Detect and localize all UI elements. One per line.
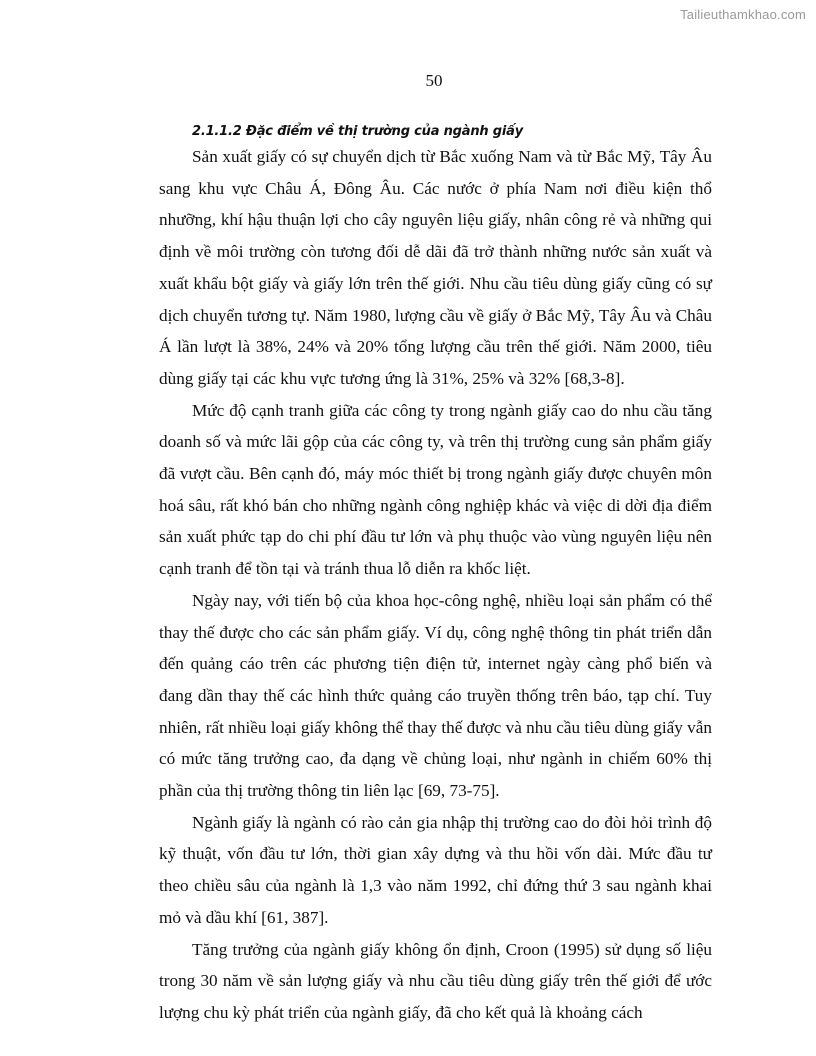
paragraph: Sản xuất giấy có sự chuyển dịch từ Bắc xuống Nam và từ Bắc Mỹ, Tây Âu sang khu vực Châu Á, Đông Âu. Các nước ở phía Nam nơi điều kiện thổ nhưỡng, khí hậu thuận lợi cho cây nguyên liệu giấy, nhân công rẻ và những qui định về môi trường còn tương đối dễ dãi đã trở thành những nước sản xuất và xuất khẩu bột giấy và giấy lớn trên thế giới. Nhu cầu tiêu dùng giấy cũng có sự dịch chuyển tương tự. Năm 1980, lượng cầu về giấy ở Bắc Mỹ, Tây Âu và Châu Á lần lượt là 38%, 24% và 20% tổng lượng cầu trên thế giới. Năm 2000, tiêu dùng giấy tại các khu vực tương ứng là 31%, 25% và 32% [68,3-8]. <box>159 147 712 388</box>
document-body <box>159 141 712 1029</box>
paragraph: Tăng trưởng của ngành giấy không ổn định, Croon (1995) sử dụng số liệu trong 30 năm về sản lượng giấy và nhu cầu tiêu dùng giấy trên thế giới để ước lượng chu kỳ phát triển của ngành giấy, đã cho kết quả là khoảng cách <box>159 939 712 1022</box>
page-number: 50 <box>425 71 443 90</box>
paragraph: Ngày nay, với tiến bộ của khoa học-công nghệ, nhiều loại sản phẩm có thể thay thế được cho các sản phẩm giấy. Ví dụ, công nghệ thông tin phát triển dẫn đến quảng cáo trên các phương tiện điện tử, internet ngày càng phổ biến và đang dần thay thế các hình thức quảng cáo truyền thống trên báo, tạp chí. Tuy nhiên, rất nhiều loại giấy không thể thay thế được và nhu cầu tiêu dùng giấy vẫn có mức tăng trưởng cao, đa dạng về chủng loại, như ngành in chiếm 60% thị phần của thị trường thông tin liên lạc [69, 73-75]. <box>159 590 712 801</box>
paragraph: Ngành giấy là ngành có rào cản gia nhập thị trường cao do đòi hỏi trình độ kỹ thuật, vốn đầu tư lớn, thời gian xây dựng và thu hồi vốn dài. Mức đầu tư theo chiều sâu của ngành là 1,3 vào năm 1992, chỉ đứng thứ 3 sau ngành khai mỏ và dầu khí [61, 387]. <box>159 812 712 927</box>
watermark-text: Tailieuthamkhao.com <box>680 7 806 22</box>
paragraph: Mức độ cạnh tranh giữa các công ty trong ngành giấy cao do nhu cầu tăng doanh số và mức lãi gộp của các công ty, và trên thị trường cung sản phẩm giấy đã vượt cầu. Bên cạnh đó, máy móc thiết bị trong ngành giấy được chuyên môn hoá sâu, rất khó bán cho những ngành công nghiệp khác và việc di dời địa điểm sản xuất phức tạp do chi phí đầu tư lớn và phụ thuộc vào vùng nguyên liệu nên cạnh tranh để tồn tại và tránh thua lỗ diễn ra khốc liệt. <box>159 400 712 579</box>
section-heading: 2.1.1.2 Đặc điểm về thị trường của ngành giấy <box>192 124 523 139</box>
